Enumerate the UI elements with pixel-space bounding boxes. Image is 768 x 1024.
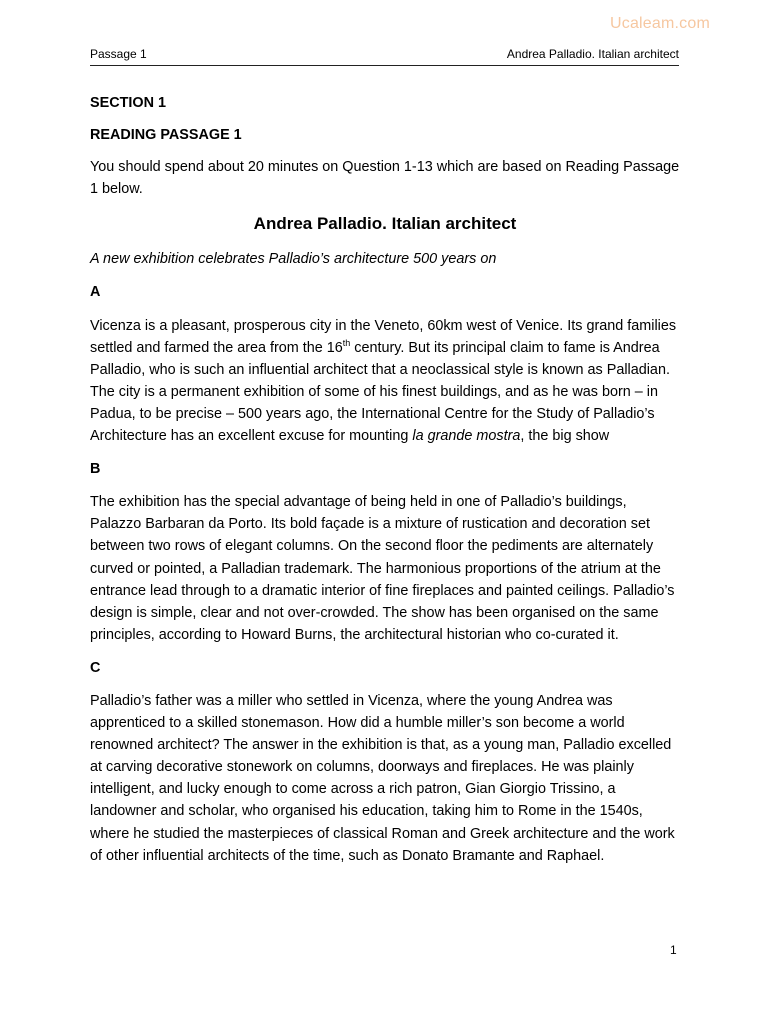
paragraph-letter-c: C [90, 659, 101, 676]
section-heading: SECTION 1 [90, 95, 166, 111]
paragraph-a-text-2: century. But its principal claim to fame is Andrea Palladio, who is such an influential architect that a neoclassical style is known as Palladian. The city is a permanent exhibition of some of his finest buildings, and as he was born – in Padua, to be precise – 500 years ago, the International Centre for the Study of Palladio’s Architecture has an excellent excuse for mounting [90, 339, 670, 445]
paragraph-b: The exhibition has the special advantage of being held in one of Palladio’s buildings, Palazzo Barbaran da Porto. Its bold façade is a mixture of rustication and decoration set between two rows of elegant columns. On the second floor the pediments are alternately curved or pointed, a Palladian trademark. The harmonious proportions of the atrium at the entrance lead through to a dramatic interior of fine fireplaces and painted ceilings. Palladio’s design is simple, clear and not over-crowded. The show has been organised on the same principles, according to Howard Burns, the architectural historian who co-curated it. [90, 494, 675, 643]
passage-subtitle: A new exhibition celebrates Palladio’s architecture 500 years on [90, 251, 497, 268]
watermark: Ucaleam.com [610, 15, 711, 32]
page-content [90, 92, 680, 878]
paragraph-c: Palladio’s father was a miller who settled in Vicenza, where the young Andrea was apprenticed to a skilled stonemason. How did a humble miller’s son become a world renowned architect? The answer in the exhibition is that, as a young man, Palladio excelled at carving decorative stonework on columns, doorways and fireplaces. He was plainly intelligent, and lucky enough to come across a rich patron, Gian Giorgio Trissino, a landowner and scholar, who organised his education, taking him to Rome in the 1540s, where he studied the masterpieces of classical Roman and Greek architecture and the work of other influential architects of the time, such as Donato Bramante and Raphael. [90, 692, 675, 864]
paragraph-a-text-3: , the big show [520, 428, 610, 445]
reading-passage-heading: READING PASSAGE 1 [90, 127, 242, 144]
passage-title: Andrea Palladio. Italian architect [253, 214, 517, 234]
paragraph-letter-a: A [90, 284, 101, 301]
paragraph-a-italic: la grande mostra [412, 428, 521, 445]
paragraph-a-text-1: Vicenza is a pleasant, prosperous city in the Veneto, 60km west of Venice. Its grand families settled and farmed the area from the 16 [90, 317, 677, 356]
paragraph-a-superscript: th [342, 337, 351, 348]
page-number: 1 [670, 943, 677, 957]
page-header [90, 47, 679, 66]
paragraph-letter-b: B [90, 461, 101, 478]
paragraph-a [90, 315, 680, 448]
header-passage-label: Passage 1 [90, 47, 147, 61]
instructions: You should spend about 20 minutes on Question 1-13 which are based on Reading Passage 1 below. [90, 159, 680, 198]
header-title: Andrea Palladio. Italian architect [506, 47, 679, 61]
